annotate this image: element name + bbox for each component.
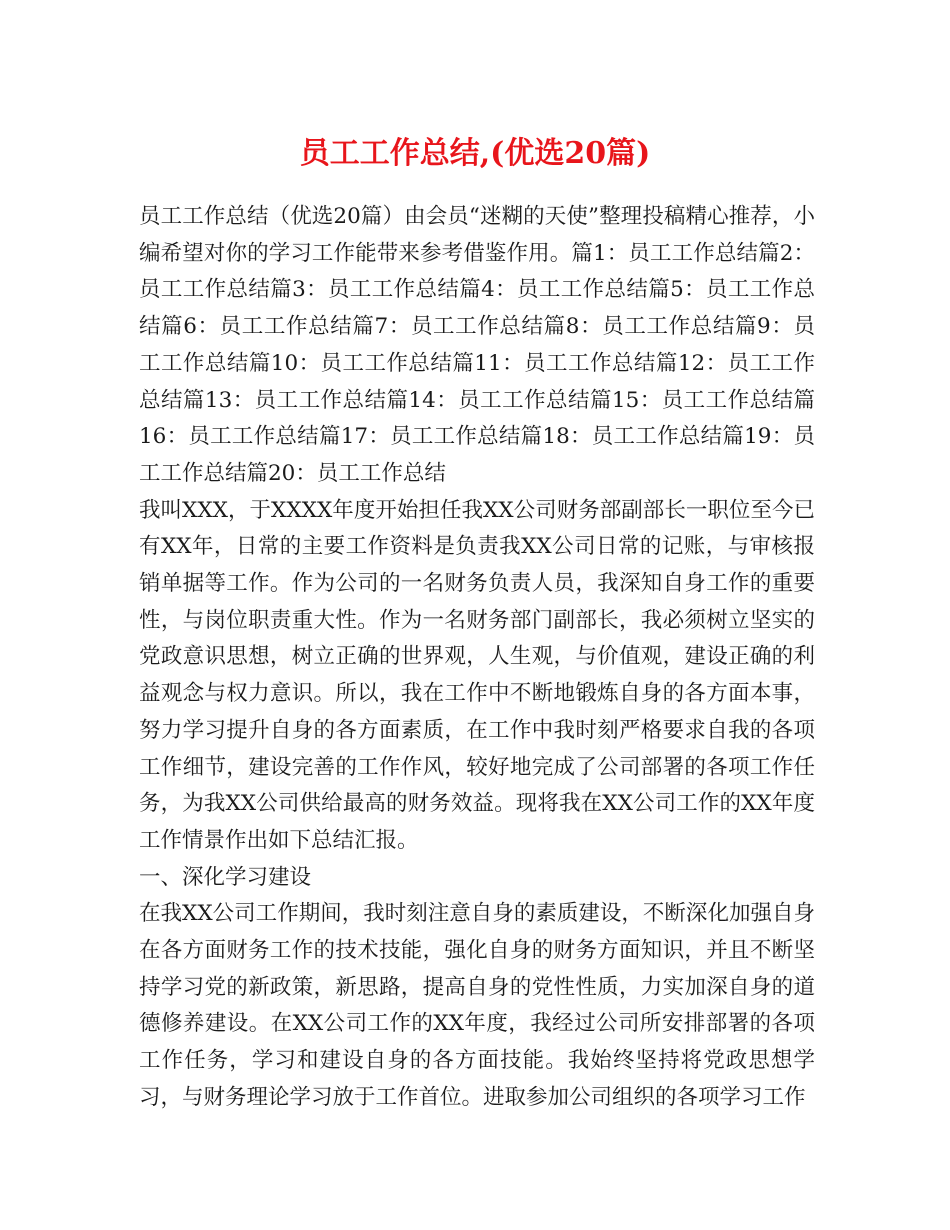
body-paragraph: 我叫XXX，于XXXX年度开始担任我XX公司财务部副部长一职位至今已有XX年，日常的主要工作资料是负责我XX公司日常的记账，与审核报销单据等工作。作为公司的一名财务负责人员，我深知自身工作的重要性，与岗位职责重大性。作为一名财务部门副部长，我必须树立坚实的党政意识思想，树立正确的世界观，人生观，与价值观，建设正确的利益观念与权力意识。所以，我在工作中不断地锻炼自身的各方面本事，努力学习提升自身的各方面素质，在工作中我时刻严格要求自我的各项工作细节，建设完善的工作作风，较好地完成了公司部署的各项工作任务，为我XX公司供给最高的财务效益。现将我在XX公司工作的XX年度工作情景作出如下总结汇报。 [139, 497, 815, 853]
intro-paragraph: 员工工作总结（优选20篇）由会员“迷糊的天使”整理投稿精心推荐，小编希望对你的学习工作能带来参考借鉴作用。篇1：员工工作总结篇2：员工工作总结篇3：员工工作总结篇4：员工工作总结篇5：员工工作总结篇6：员工工作总结篇7：员工工作总结篇8：员工工作总结篇9：员工工作总结篇10：员工工作总结篇11：员工工作总结篇12：员工工作总结篇13：员工工作总结篇14：员工工作总结篇15：员工工作总结篇16：员工工作总结篇17：员工工作总结篇18：员工工作总结篇19：员工工作总结篇20：员工工作总结 [139, 204, 815, 486]
document-body [139, 199, 815, 1117]
body-paragraph: 在我XX公司工作期间，我时刻注意自身的素质建设，不断深化加强自身在各方面财务工作的技术技能，强化自身的财务方面知识，并且不断坚持学习党的新政策，新思路，提高自身的党性性质，力实加深自身的道德修养建设。在XX公司工作的XX年度，我经过公司所安排部署的各项工作任务，学习和建设自身的各方面技能。我始终坚持将党政思想学习，与财务理论学习放于工作首位。进取参加公司组织的各项学习工作 [139, 901, 815, 1110]
document-title: 员工工作总结,(优选20篇) [299, 136, 651, 171]
section-heading: 一、深化学习建设 [139, 864, 312, 890]
